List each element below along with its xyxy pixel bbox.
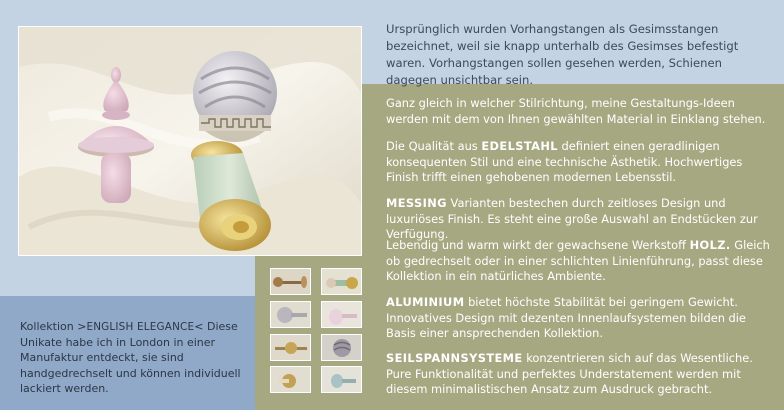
main-photo-curtain-finials <box>18 26 362 256</box>
material-edelstahl: EDELSTAHL <box>481 139 558 153</box>
collection-caption: Kollektion >ENGLISH ELEGANCE< Diese Unikate habe ich in London in einer Manufaktur entdeckt, sie sind handgedrechselt und können individuell lackiert werden. <box>20 320 241 395</box>
finial-thumb-6[interactable] <box>321 334 362 361</box>
finial-thumb-7[interactable] <box>270 366 311 393</box>
material-aluminium: ALUMINIUM <box>386 295 465 309</box>
paragraph-design-ideas: Ganz gleich in welcher Stilrichtung, meine Gestaltungs-Ideen werden mit dem von Ihnen gewählten Material in Einklang stehen. <box>386 96 766 126</box>
finial-thumb-8[interactable] <box>321 366 362 393</box>
paragraph-holz: Lebendig und warm wirkt der gewachsene Werkstoff HOLZ. Gleich ob gedrechselt oder in einer schlichten Linienführung, passt diese Kollektion in ein natürliches Ambiente. <box>386 238 770 284</box>
paragraph-seilspannsysteme: SEILSPANNSYSTEME konzentrieren sich auf das Wesentliche. Pure Funktionalität und perfektes Understatement werden mit diesem minimalistischen Ansatz zum Ausdruck gebracht. <box>386 351 753 397</box>
paragraph-messing: MESSING Varianten bestechen durch zeitloses Design und luxuriöses Finish. Es steht eine große Auswahl an Endstücken zur Verfügung. <box>386 196 758 242</box>
material-seilspannsysteme: SEILSPANNSYSTEME <box>386 351 523 365</box>
finial-thumb-4[interactable] <box>321 301 362 328</box>
collection-name: ENGLISH ELEGANCE <box>86 321 195 333</box>
intro-text: Ursprünglich wurden Vorhangstangen als Gesimsstangen bezeichnet, weil sie knapp unterhalb des Gesimses befestigt waren. Vorhangstangen sollen gesehen werden, Schienen dagegen unsichtbar sein. <box>386 22 739 87</box>
finial-thumb-5[interactable] <box>270 334 311 361</box>
material-messing: MESSING <box>386 196 447 210</box>
paragraph-aluminium: ALUMINIUM bietet höchste Stabilität bei geringem Gewicht. Innovatives Design mit dezenten Innenlaufsystemen bilden die Basis einer ansprechenden Kollektion. <box>386 295 746 341</box>
paragraph-edelstahl: Die Qualität aus EDELSTAHL definiert einen geradlinigen konsequenten Stil und eine technische Ästhetik. Hochwertiges Finish trifft einen gehobenen modernen Lebensstil. <box>386 139 743 185</box>
material-holz: HOLZ. <box>689 238 731 252</box>
finial-thumb-2[interactable] <box>321 268 362 295</box>
finial-thumb-1[interactable] <box>270 268 311 295</box>
finial-thumb-3[interactable] <box>270 301 311 328</box>
